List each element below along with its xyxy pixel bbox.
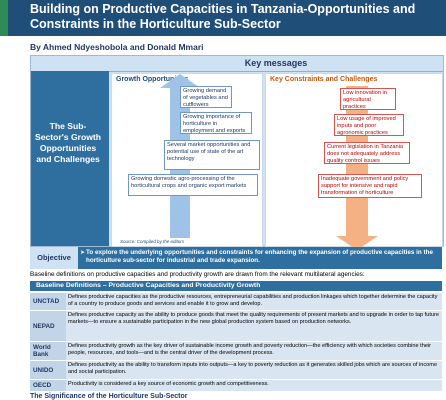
constraint-item: Low innovation in agricultural practices [340,88,396,110]
growth-item: Growing importance of horticulture in employment and exports [180,112,252,134]
org-cell: World Bank [30,342,66,360]
source-note: Source: Compiled by the editors [120,239,185,244]
objective-label: Objective [30,247,78,269]
table-row [30,292,442,310]
org-cell: NEPAD [30,311,66,341]
org-cell: OECD [30,380,66,391]
significance-heading: The Significance of the Horticulture Sub-Sector [30,393,188,400]
constraint-item: Inadequate government and policy support for intensive and rapid transformation of horticulture [318,174,422,198]
table-row [30,310,442,341]
constraint-item: Low usage of improved inputs and poor agronomic practices [334,114,404,136]
title-bar [0,0,446,36]
definition-cell: Productivity is considered a key source of economic growth and competitiveness. [68,381,269,387]
org-cell: UNIDO [30,361,66,379]
growth-item: Growing demand of vegetables and cutflowers [180,86,232,108]
authors-line: By Ahmed Ndyeshobola and Donald Mmari [30,42,204,52]
key-messages-header: Key messages [109,56,443,72]
org-cell: UNCTAD [30,293,66,310]
flag-stripe [0,0,8,36]
side-label: The Sub-Sector's Growth Opportunities and Challenges [34,121,102,164]
constraints-panel [265,73,443,247]
definition-cell: Defines productive capacities as the productive resources, entrepreneurial capabilities and production linkages which together determine the capacity of a country to produce goods and services and enable it to grow and develop. [68,294,438,307]
table-row [30,379,442,391]
document-title: Building on Productive Capacities in Tanzania-Opportunities and Constraints in the Horticulture Sub-Sector [30,2,416,31]
objective-bar [30,247,442,269]
table-row [30,341,442,360]
constraints-title: Key Constraints and Challenges [270,76,378,83]
baseline-intro: Baseline definitions on productive capacities and productivity growth are drawn from the relevant multilateral agencies: [30,271,365,278]
arrow-bullet-icon: ➤ [80,250,86,256]
growth-opportunities-title: Growth Opportunities [116,76,189,83]
growth-item: Several market opportunities and potential use of state of the art technology [164,140,260,170]
key-messages-box [30,55,444,247]
definition-cell: Defines productivity growth as the key driver of sustainable income growth and poverty reduction—the efficiency with which societies combine their people, resources, and tools—and is the central driver of the development process. [68,343,432,356]
constraint-item: Current legislation in Tanzania does not adequately address quality control issues [324,142,410,164]
growth-item: Growing domestic agro-processing of the horticultural crops and organic export markets [128,174,258,196]
definition-cell: Defines productivity as the ability to transform inputs into outputs—a key to poverty reduction as it generates skilled jobs which are sources of income and social participation. [68,362,438,375]
definition-cell: Defines productive capacity as the ability to produce goods that meet the quality requirements of present markets and to upgrade in order to tap future markets—to ensure a sustainable participation in the new global production system based on production networks. [68,312,439,325]
baseline-table-header: Baseline Definitions – Productive Capacities and Productivity Growth [30,281,442,291]
growth-opportunities-panel [111,73,263,247]
objective-text: To explore the underlying opportunities and constraints for enhancing the expansion of productive capacities in the horticulture sub-sector for industrial and trade expansion. [86,249,433,264]
table-row [30,360,442,379]
